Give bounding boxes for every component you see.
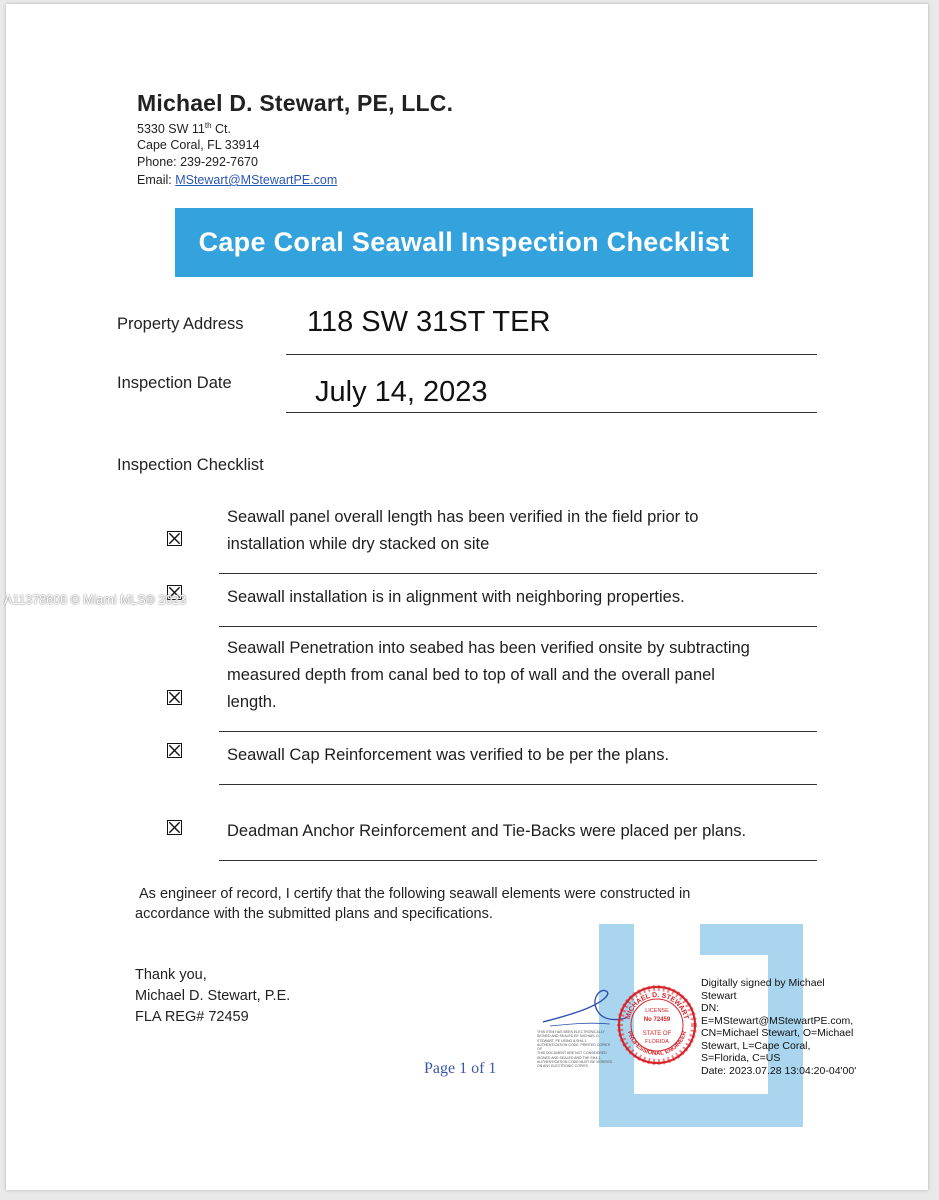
property-address-label: Property Address: [117, 315, 244, 333]
checkbox-panel-length[interactable]: [167, 531, 182, 546]
city-state-zip: Cape Coral, FL 33914: [137, 138, 260, 152]
checklist-divider: [219, 573, 817, 574]
svg-text:MICHAEL D. STEWART: MICHAEL D. STEWART: [624, 991, 690, 1021]
certification-statement: As engineer of record, I certify that the following seawall elements were constructed in accordance with the submitted plans and specifications.: [135, 886, 691, 922]
property-address-value: 118 SW 31ST TER: [307, 306, 551, 338]
svg-text:LICENSE: LICENSE: [645, 1008, 669, 1014]
phone-number: Phone: 239-292-7670: [137, 155, 258, 169]
page-number: Page 1 of 1: [424, 1060, 497, 1077]
checklist-item-panel-length: Seawall panel overall length has been verified in the field prior to installation while dry stacked on site: [227, 508, 699, 553]
svg-text:PROFESSIONAL ENGINEER: PROFESSIONAL ENGINEER: [625, 1030, 689, 1058]
checklist-divider: [219, 784, 817, 785]
checkbox-penetration[interactable]: [167, 690, 182, 705]
checklist-divider: [219, 860, 817, 861]
checklist-divider: [219, 626, 817, 627]
checklist-item-alignment: Seawall installation is in alignment with neighboring properties.: [227, 588, 685, 606]
digital-signature-details: Digitally signed by Michael Stewart DN: E=MStewart@MStewartPE.com, CN=Michael Stewart, O=Michael Stewart, L=Cape Coral, S=Florida, C=US Date: 2023.07.28 13:04:20-04'00': [701, 977, 857, 1077]
inspection-checklist-label: Inspection Checklist: [117, 456, 264, 474]
email-line: Email: MStewart@MStewartPE.com: [137, 173, 338, 187]
inspection-date-value: July 14, 2023: [315, 376, 488, 408]
email-link[interactable]: MStewart@MStewartPE.com: [175, 173, 338, 187]
svg-text:FLORIDA: FLORIDA: [645, 1039, 669, 1045]
property-address-underline: [286, 354, 817, 355]
signoff-name: Michael D. Stewart, P.E.: [135, 988, 291, 1004]
street-address: 5330 SW 11th Ct.: [137, 121, 231, 137]
checklist-item-penetration: Seawall Penetration into seabed has been verified onsite by subtracting measured depth from canal bed to top of wall and the overall panel length.: [227, 639, 750, 711]
checklist-divider: [219, 731, 817, 732]
inspection-date-underline: [286, 412, 817, 413]
company-name: Michael D. Stewart, PE, LLC.: [137, 90, 454, 116]
engineer-seal: [617, 985, 697, 1065]
inspection-date-label: Inspection Date: [117, 374, 232, 392]
checklist-title-banner: Cape Coral Seawall Inspection Checklist: [175, 208, 753, 277]
svg-text:No 72459: No 72459: [643, 1017, 671, 1023]
mls-watermark: A11378606 © Miami MLS® 2023: [4, 593, 187, 607]
svg-text:STATE OF: STATE OF: [642, 1031, 672, 1037]
checklist-item-deadman-anchor: Deadman Anchor Reinforcement and Tie-Backs were placed per plans.: [227, 822, 747, 840]
signoff-registration: FLA REG# 72459: [135, 1009, 249, 1025]
checkbox-deadman-anchor[interactable]: [167, 820, 182, 835]
signoff-thanks: Thank you,: [135, 967, 207, 983]
checklist-item-cap-reinforcement: Seawall Cap Reinforcement was verified to be per the plans.: [227, 746, 670, 764]
checkbox-cap-reinforcement[interactable]: [167, 743, 182, 758]
